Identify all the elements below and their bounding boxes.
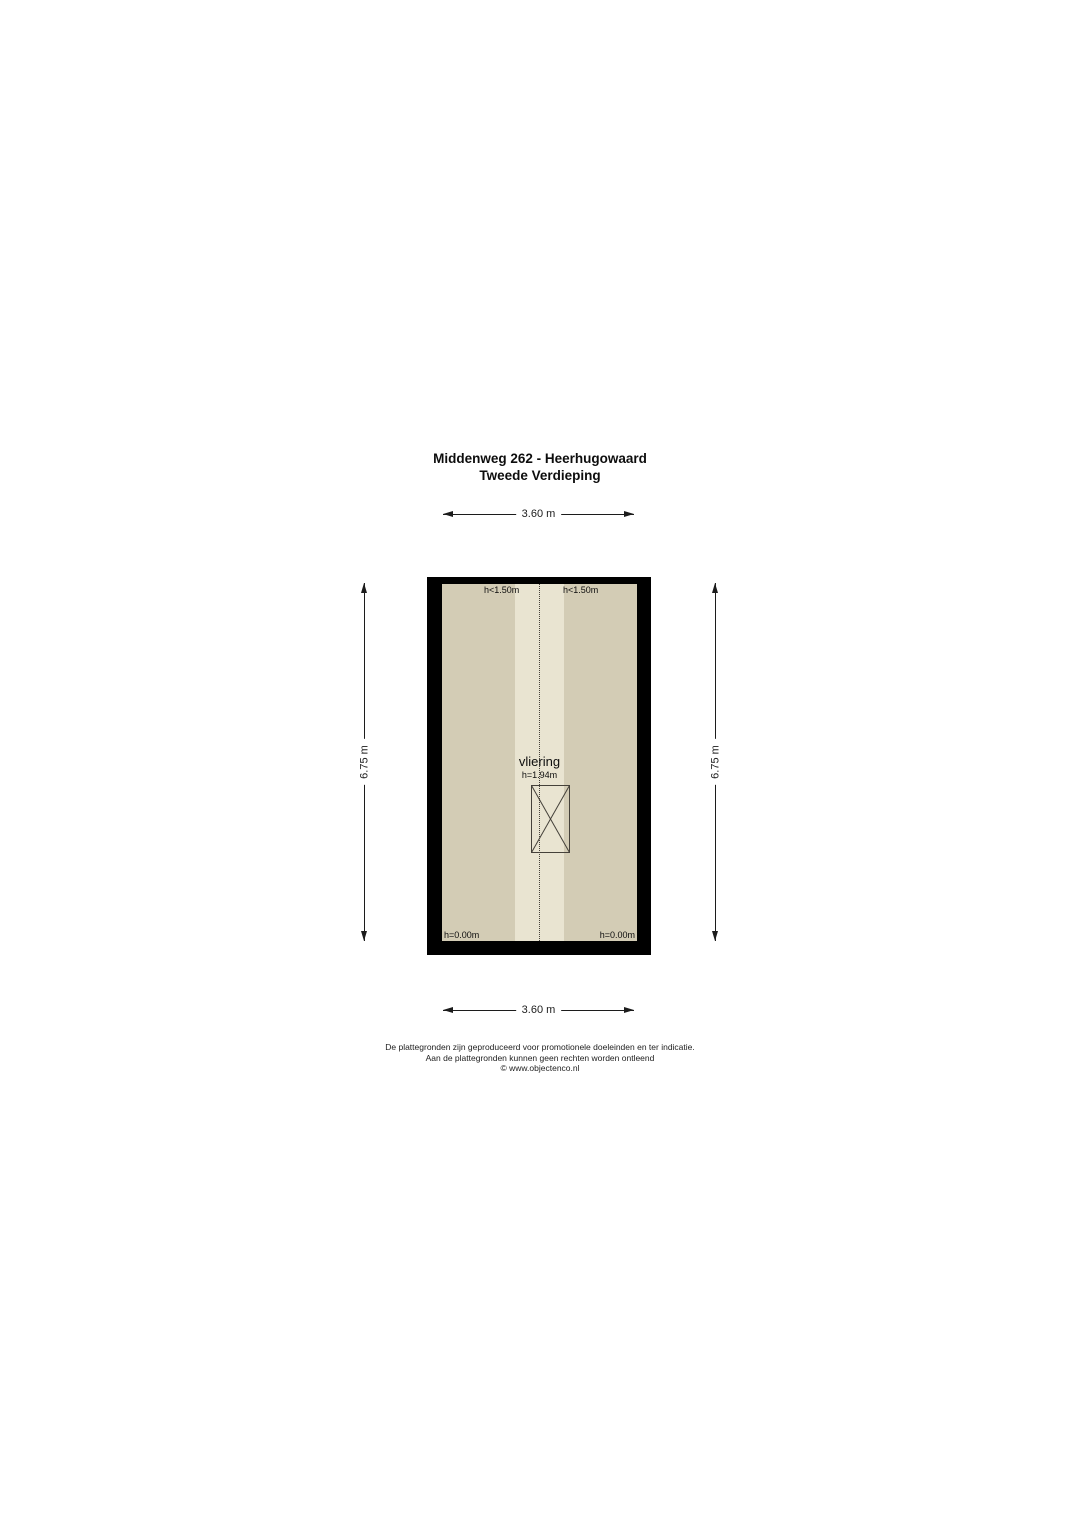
floorplan — [427, 577, 651, 955]
arrow-left-icon — [443, 511, 453, 517]
height-annotation-top-left: h<1.50m — [484, 585, 520, 595]
page-title: Middenweg 262 - Heerhugowaard — [433, 451, 647, 466]
dimension-top — [443, 506, 634, 522]
disclaimer-line-1: De plattegronden zijn geproduceerd voor promotionele doeleinden en ter indicatie. — [385, 1042, 695, 1052]
arrow-left-icon — [443, 1007, 453, 1013]
arrow-right-icon — [624, 1007, 634, 1013]
dimension-top-label: 3.60 m — [516, 506, 562, 522]
dimension-bottom-label: 3.60 m — [516, 1002, 562, 1018]
disclaimer-line-2: Aan de plattegronden kunnen geen rechten worden ontleend — [425, 1052, 655, 1063]
arrow-down-icon — [361, 931, 367, 941]
arrow-down-icon — [712, 931, 718, 941]
dimension-right — [707, 583, 723, 941]
dimension-left-label: 6.75 m — [357, 739, 372, 785]
height-annotation-bottom-right: h=0.00m — [599, 930, 635, 940]
dimension-bottom — [443, 1002, 634, 1018]
stair-hatch-icon — [531, 785, 570, 853]
arrow-up-icon — [712, 583, 718, 593]
title-block — [0, 451, 1080, 484]
room-label: vliering — [518, 754, 561, 769]
floorplan-interior — [442, 584, 637, 941]
arrow-right-icon — [624, 511, 634, 517]
dimension-right-label: 6.75 m — [708, 739, 723, 785]
dimension-left — [356, 583, 372, 941]
room-height-label: h=1.94m — [521, 770, 558, 780]
height-annotation-top-right: h<1.50m — [563, 585, 599, 595]
arrow-up-icon — [361, 583, 367, 593]
page-subtitle: Tweede Verdieping — [479, 467, 601, 483]
disclaimer — [0, 1042, 1080, 1074]
height-annotation-bottom-left: h=0.00m — [444, 930, 480, 940]
copyright: © www.objectenco.nl — [500, 1063, 580, 1073]
